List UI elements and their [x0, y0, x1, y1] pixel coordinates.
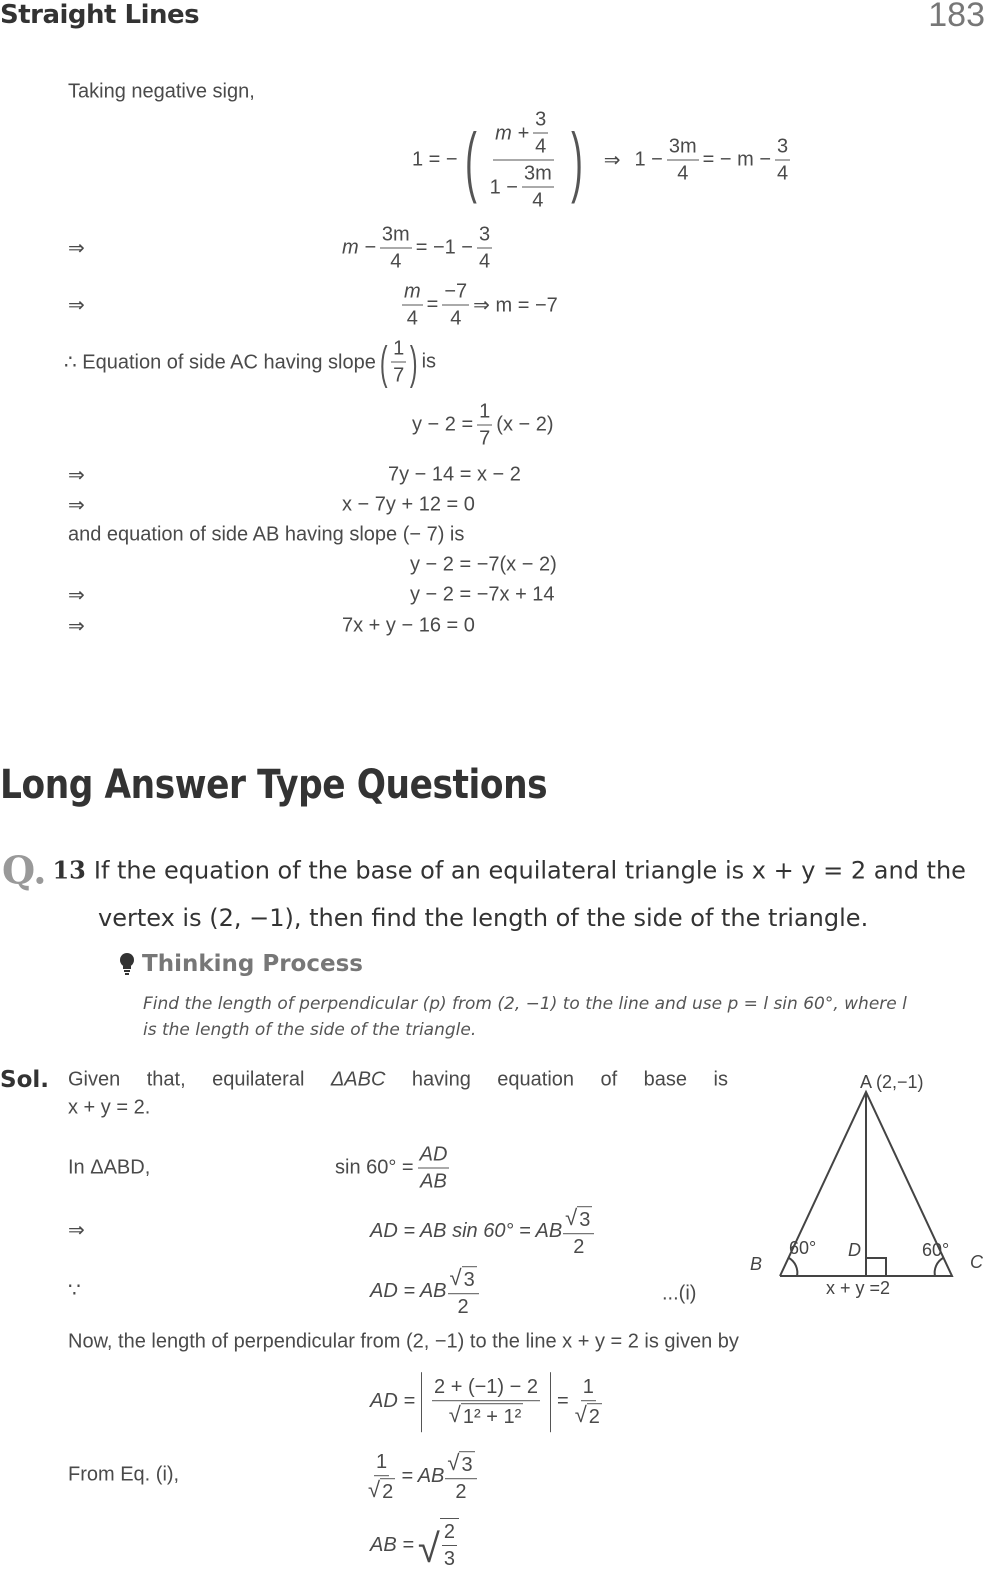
- vertex-c-label: C: [970, 1252, 983, 1272]
- eq-text: AD = AB: [370, 1280, 447, 1303]
- fraction: [775, 134, 790, 187]
- denominator: 4: [677, 162, 689, 185]
- base-equation-label: x + y =2: [826, 1278, 891, 1298]
- radical-sign: √: [449, 1265, 462, 1291]
- fraction: [442, 279, 469, 332]
- equation-8: y − 2 = −7x + 14: [410, 583, 555, 606]
- right-paren: ): [410, 336, 418, 388]
- fraction: [432, 1374, 540, 1430]
- implies-symbol: ⇒: [68, 294, 85, 317]
- radical-sign: √: [565, 1205, 578, 1231]
- word: is: [713, 1068, 728, 1091]
- implies-symbol: ⇒: [68, 1219, 85, 1242]
- fraction: [418, 1142, 450, 1195]
- thinking-process-title: Thinking Process: [142, 951, 363, 977]
- radicand: 2: [380, 1478, 395, 1505]
- angle-b-label: 60°: [789, 1238, 817, 1258]
- denominator: 4: [390, 250, 402, 273]
- equation-2: [342, 222, 496, 275]
- question-text: If the equation of the base of an equilateral triangle is x + y = 2 and the: [93, 856, 966, 884]
- radical-sign: √: [447, 1450, 460, 1476]
- numerator: −7: [442, 279, 469, 306]
- thinking-process-heading: [118, 951, 363, 977]
- step-3: [370, 1264, 483, 1320]
- step-6: [370, 1518, 459, 1572]
- equation-1: [412, 107, 794, 214]
- fraction: [391, 336, 406, 389]
- eq-text: ⇒ m = −7: [473, 294, 558, 317]
- radicand: 3: [459, 1451, 474, 1478]
- lightbulb-icon: [118, 952, 136, 976]
- eq-text: 1 −: [489, 176, 518, 198]
- fraction: [477, 222, 492, 275]
- chapter-title: Straight Lines: [0, 0, 200, 30]
- sqrt: [573, 1401, 604, 1430]
- fraction: [488, 107, 560, 214]
- sqrt: [448, 1264, 479, 1294]
- denominator: 2: [573, 1235, 585, 1258]
- eq-text: 1 −: [634, 148, 663, 171]
- fraction: [366, 1449, 397, 1505]
- numerator: 1: [374, 1449, 389, 1476]
- vertex-b-label: B: [750, 1254, 763, 1274]
- numerator: 2 + (−1) − 2: [432, 1374, 540, 1401]
- denominator: [488, 161, 560, 214]
- fraction: [573, 1374, 604, 1430]
- angle-b-arc: [789, 1258, 797, 1276]
- angle-c-arc: [935, 1258, 943, 1276]
- question-number: 13: [52, 855, 86, 885]
- radicand: 3: [577, 1206, 592, 1233]
- eq-text: =: [426, 293, 439, 316]
- denominator: 4: [478, 250, 491, 273]
- numerator: 2: [442, 1519, 457, 1546]
- implies-symbol: ⇒: [68, 237, 85, 260]
- equation-4: [412, 399, 554, 452]
- numerator: 1: [581, 1374, 596, 1401]
- denominator: 2: [457, 1295, 469, 1318]
- now-statement: Now, the length of perpendicular from (2, −1) to the line x + y = 2 is given by: [68, 1330, 739, 1353]
- implies-symbol: ⇒: [603, 149, 621, 172]
- denominator: 2: [455, 1480, 467, 1503]
- denominator: 4: [406, 307, 418, 330]
- point-d-label: D: [848, 1240, 861, 1260]
- denominator: AB: [420, 1170, 447, 1193]
- step-2: [370, 1204, 598, 1260]
- fraction: [402, 279, 423, 332]
- question-line-1: [2, 848, 966, 893]
- word: having: [411, 1068, 471, 1091]
- denominator: 4: [535, 135, 547, 158]
- question-line-2: vertex is (2, −1), then find the length of the side of the triangle.: [98, 904, 869, 932]
- fraction: [440, 1518, 459, 1572]
- step-label: From Eq. (i),: [68, 1463, 180, 1486]
- ac-statement: [64, 336, 436, 389]
- eq-text: = −1 −: [415, 236, 473, 259]
- fraction: [563, 1204, 594, 1260]
- word: of: [600, 1068, 618, 1091]
- sqrt: [366, 1476, 397, 1505]
- equation-reference: ...(i): [662, 1282, 697, 1305]
- given-line-1: [68, 1069, 728, 1092]
- word: Given: [68, 1068, 121, 1091]
- implies-symbol: ⇒: [68, 464, 85, 487]
- vertex-a-label: A (2,−1): [860, 1072, 924, 1092]
- implies-symbol: ⇒: [68, 494, 85, 517]
- thinking-text-1: Find the length of perpendicular (p) from (2, −1) to the line and use p = l sin 60°, where l: [143, 994, 907, 1014]
- ab-statement: and equation of side AB having slope (− 7) is: [68, 523, 465, 546]
- fraction: [445, 1449, 476, 1505]
- left-paren: (: [379, 336, 388, 388]
- eq-text: m −: [342, 236, 376, 259]
- step-5: [362, 1449, 481, 1505]
- fraction: [380, 222, 412, 275]
- denominator: 4: [777, 162, 789, 185]
- sqrt: [418, 1518, 459, 1572]
- word: equilateral: [212, 1068, 305, 1091]
- sqrt: [447, 1401, 525, 1430]
- radicand: 2: [587, 1403, 602, 1430]
- eq-text: = AB: [401, 1465, 445, 1488]
- text: ∴ Equation of side AC having slope: [64, 351, 376, 374]
- numerator: 1: [391, 336, 406, 363]
- numerator: 3m: [380, 222, 412, 249]
- step-label: In ΔABD,: [68, 1156, 151, 1179]
- absolute-value: [421, 1372, 551, 1432]
- word: equation: [497, 1068, 575, 1091]
- eq-text: = − m −: [702, 148, 772, 171]
- radical-sign: √: [368, 1477, 381, 1503]
- equation-7: y − 2 = −7(x − 2): [410, 553, 557, 576]
- radical-sign: √: [448, 1402, 461, 1428]
- eq-text: m +: [495, 122, 530, 144]
- numerator: 3: [775, 134, 790, 161]
- word: ΔABC: [330, 1068, 386, 1091]
- fraction: [448, 1264, 479, 1320]
- numerator: m: [402, 279, 423, 306]
- intro-text: Taking negative sign,: [68, 80, 255, 103]
- numerator: 3: [477, 222, 492, 249]
- numerator: AD: [418, 1142, 450, 1169]
- sqrt: [563, 1204, 594, 1234]
- sqrt: [445, 1449, 476, 1479]
- eq-text: y − 2 =: [412, 413, 474, 436]
- triangle-diagram: [740, 1060, 999, 1300]
- because-symbol: ∵: [68, 1279, 81, 1302]
- step-4: [370, 1372, 608, 1432]
- denominator: 7: [393, 364, 405, 387]
- fraction: [477, 399, 492, 452]
- denominator: 3: [443, 1548, 455, 1570]
- radicand: 1² + 1²: [461, 1403, 523, 1430]
- eq-text: (x − 2): [496, 413, 554, 436]
- equation-3: [398, 279, 558, 332]
- implies-symbol: ⇒: [68, 584, 85, 607]
- page-number: 183: [928, 0, 985, 34]
- radical-sign: √: [574, 1402, 587, 1428]
- numerator: 3: [533, 107, 548, 134]
- eq-text: sin 60° =: [335, 1156, 414, 1179]
- section-heading: Long Answer Type Questions: [0, 762, 548, 808]
- numerator: [493, 107, 554, 161]
- right-angle-marker: [866, 1258, 886, 1276]
- step-1: [335, 1142, 453, 1195]
- question-marker: Q.: [2, 847, 47, 893]
- eq-text: AB =: [370, 1533, 414, 1556]
- implies-symbol: ⇒: [68, 615, 85, 638]
- fraction: [522, 161, 554, 214]
- given-line-2: x + y = 2.: [68, 1096, 151, 1119]
- equation-5: 7y − 14 = x − 2: [388, 463, 521, 486]
- numerator: 3m: [667, 134, 699, 161]
- eq-text: =: [557, 1390, 569, 1413]
- solution-label: Sol.: [0, 1067, 49, 1093]
- eq-text: AD = AB sin 60° = AB: [370, 1220, 563, 1243]
- denominator: 4: [450, 307, 462, 330]
- radical-sign: √: [417, 1527, 440, 1571]
- left-paren: (: [464, 116, 477, 204]
- thinking-text-2: is the length of the side of the triangle.: [143, 1020, 477, 1040]
- angle-c-label: 60°: [922, 1240, 950, 1260]
- eq-text: AD =: [370, 1390, 416, 1413]
- eq-text: 1 = −: [412, 148, 458, 171]
- fraction: [667, 134, 699, 187]
- numerator: 3m: [522, 161, 554, 188]
- numerator: 1: [477, 399, 492, 426]
- equation-9: 7x + y − 16 = 0: [342, 614, 475, 637]
- right-paren: ): [570, 116, 583, 204]
- radicand: 3: [462, 1266, 477, 1293]
- word: base: [643, 1068, 688, 1091]
- equation-6: x − 7y + 12 = 0: [342, 493, 475, 516]
- fraction: [533, 107, 548, 160]
- denominator: 7: [479, 427, 491, 450]
- denominator: 4: [532, 189, 544, 212]
- text: is: [421, 350, 437, 373]
- word: that,: [146, 1068, 186, 1091]
